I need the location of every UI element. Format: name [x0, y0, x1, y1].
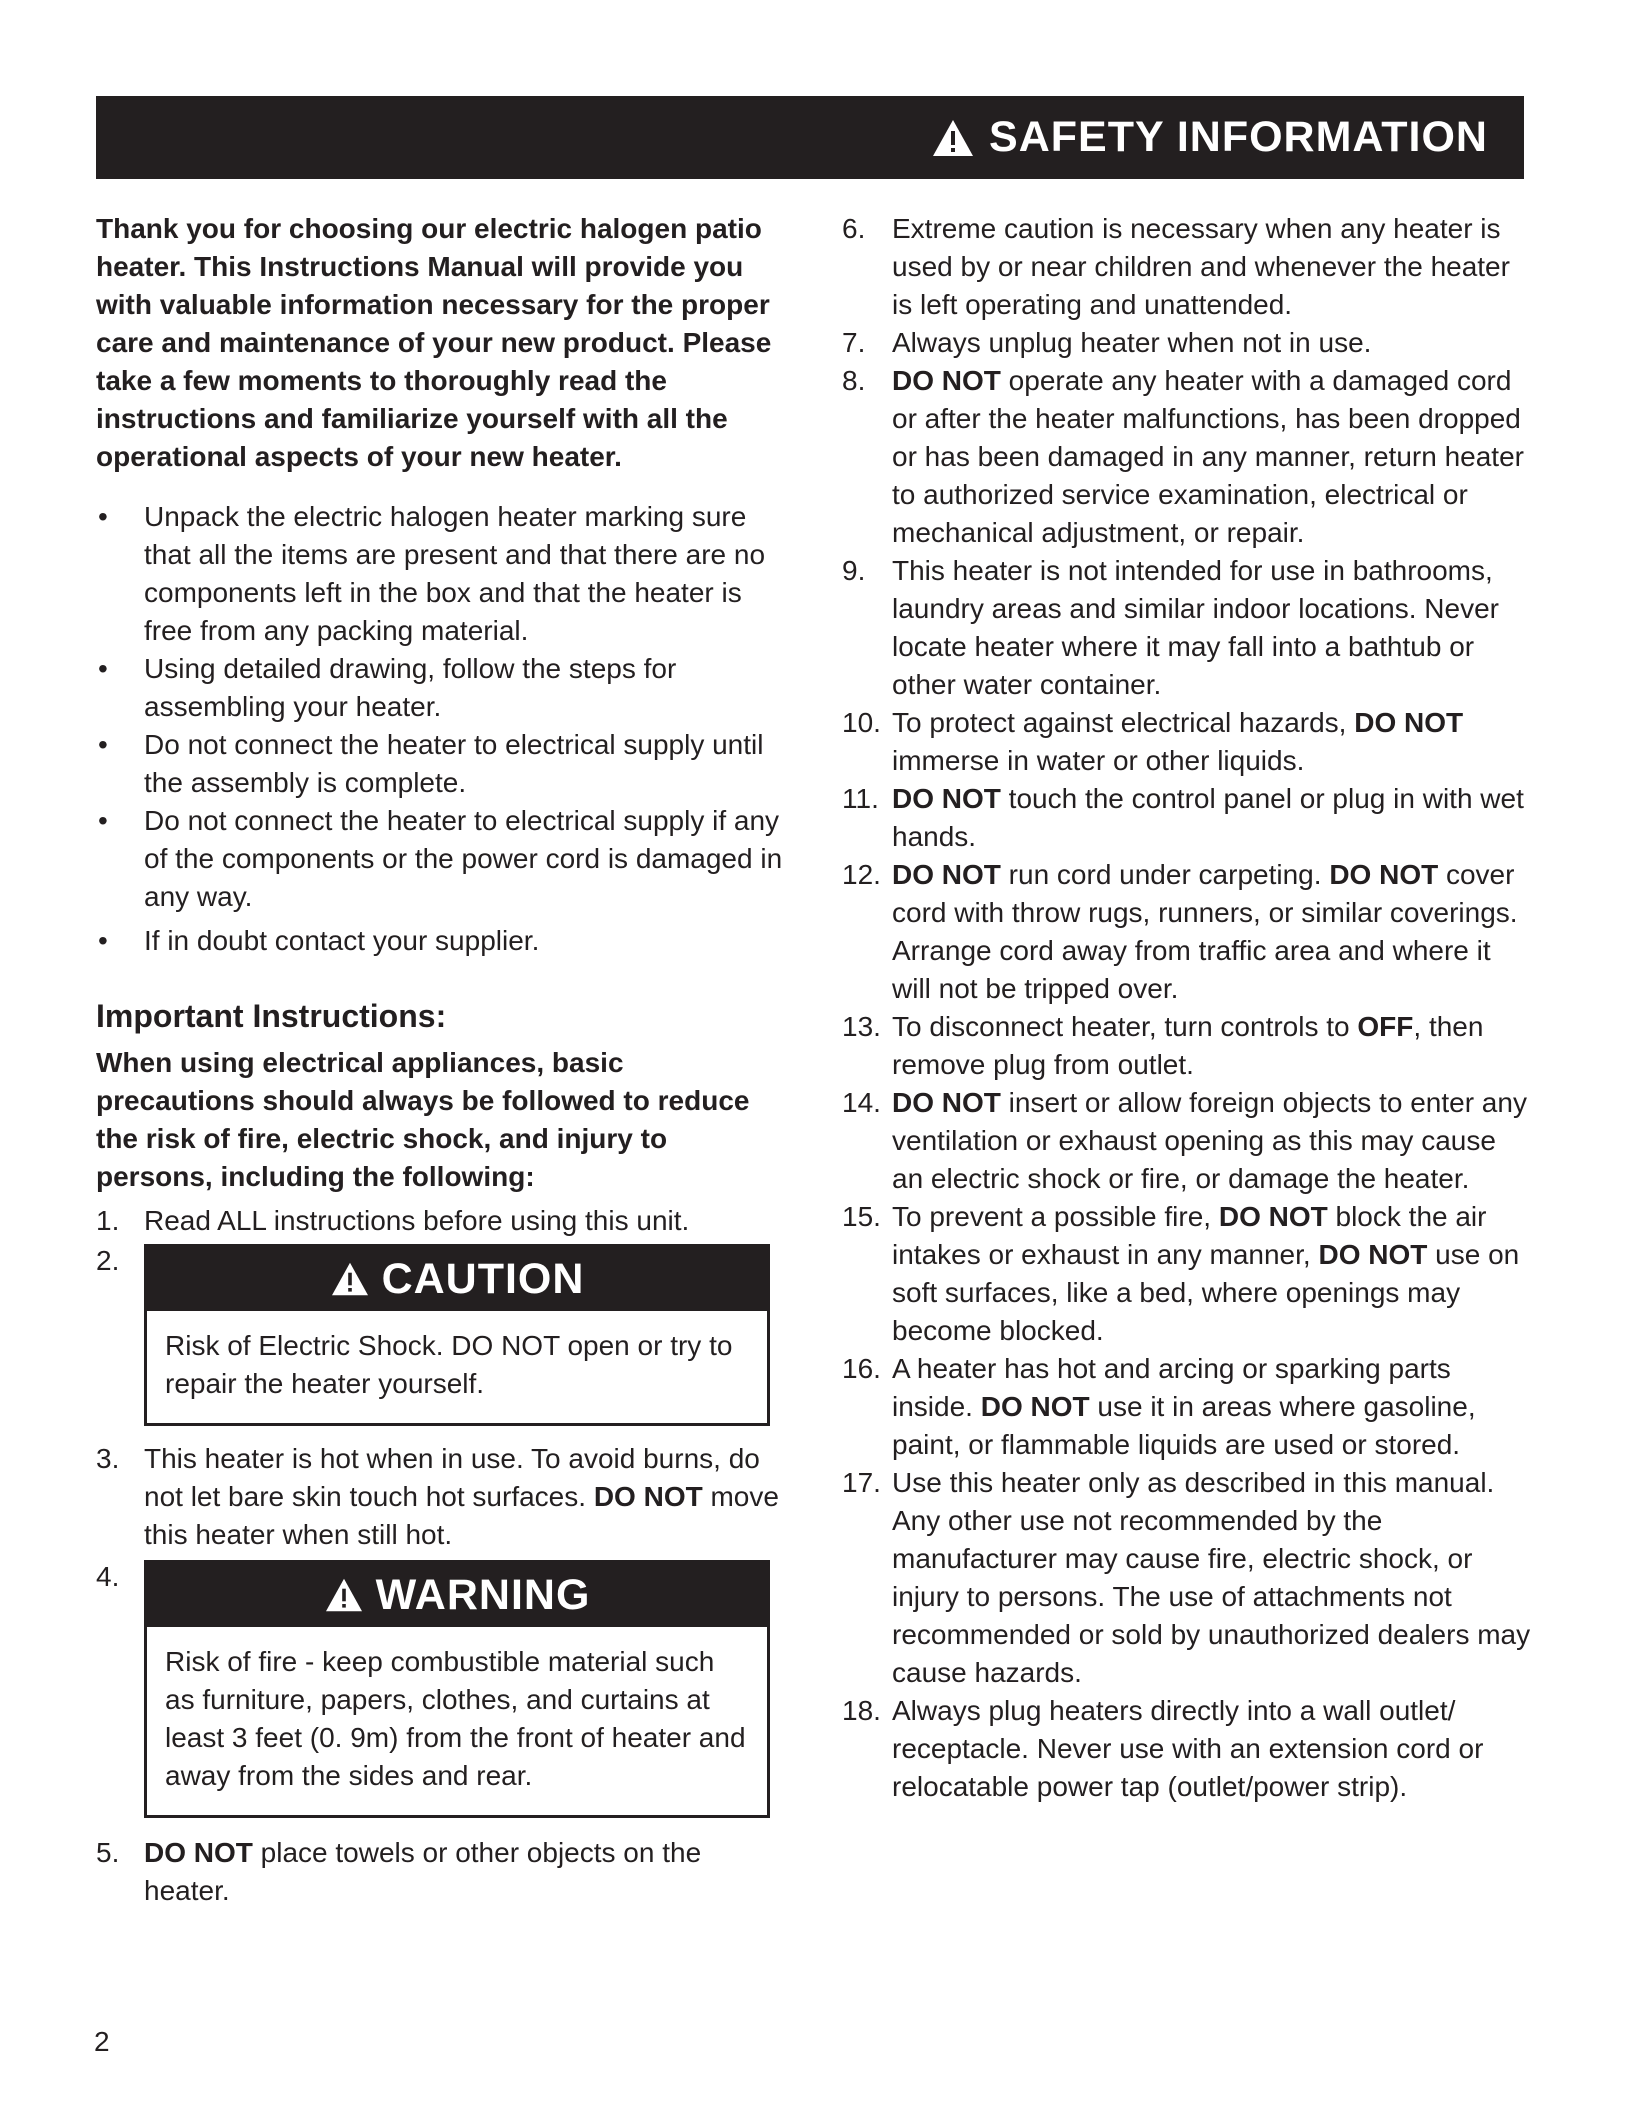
list-item — [96, 726, 786, 802]
item-text-part: insert or allow foreign objects to enter any ventilation or exhaust opening as this may cause an electric shock or fire, or damage the heater. — [892, 1087, 1527, 1194]
do-not-emphasis: DO NOT — [980, 1391, 1090, 1422]
item-text-part: To prevent a possible fire, — [892, 1201, 1219, 1232]
item-text-part: place towels or other objects on the heater. — [144, 1837, 702, 1906]
item-number: 9. — [842, 555, 866, 586]
item-number: 3. — [96, 1443, 120, 1474]
item-number: 10. — [842, 707, 881, 738]
list-item — [96, 802, 786, 916]
do-not-emphasis: DO NOT — [892, 859, 1001, 890]
item-text: This heater is not intended for use in bathrooms, laundry areas and similar indoor locations. Never locate heater where it may fall into a bathtub or other water container. — [892, 555, 1499, 700]
item-text — [892, 780, 1532, 856]
item-text-part: touch the control panel or plug in with wet hands. — [892, 783, 1524, 852]
item-text — [892, 1008, 1532, 1084]
instruction-item — [842, 704, 1532, 780]
caution-label: CAUTION — [381, 1254, 585, 1303]
item-number: 1. — [96, 1205, 120, 1236]
bullet-icon: • — [98, 729, 108, 760]
item-text — [892, 362, 1532, 552]
warning-text: Risk of fire - keep combustible material such as furniture, papers, clothes, and curtains at least 3 feet (0. 9m) from the front of heater and away from the sides and rear. — [165, 1646, 746, 1791]
item-text — [144, 1440, 786, 1554]
item-text-part: use on soft surfaces, like a bed, where openings may become blocked. — [892, 1239, 1520, 1346]
do-not-emphasis: DO NOT — [892, 783, 1001, 814]
item-text — [892, 1350, 1532, 1464]
item-number: 13. — [842, 1011, 881, 1042]
item-text-part: move this heater when still hot. — [144, 1481, 779, 1550]
instruction-item — [842, 856, 1532, 1008]
item-text — [144, 1834, 786, 1910]
warning-label: WARNING — [375, 1570, 591, 1619]
bullet-icon: • — [98, 501, 108, 532]
instruction-item — [842, 1084, 1532, 1198]
item-number: 14. — [842, 1087, 881, 1118]
warning-triangle-icon — [330, 1261, 370, 1297]
item-text: Use this heater only as described in this manual. Any other use not recommended by the manufacturer may cause fire, electric shock, or injury to persons. The use of attachments not recommended or sold by unauthorized dealers may cause hazards. — [892, 1467, 1531, 1688]
instruction-item — [96, 1440, 786, 1554]
item-text-part: cover cord with throw rugs, runners, or similar coverings. Arrange cord away from traffic area and where it will not be tripped over. — [892, 859, 1518, 1004]
instruction-item — [96, 1202, 786, 1240]
item-number: 18. — [842, 1695, 881, 1726]
instruction-item — [842, 780, 1532, 856]
off-emphasis: OFF — [1357, 1011, 1414, 1042]
item-text-part: operate any heater with a damaged cord or after the heater malfunctions, has been dropped or has been damaged in any manner, return heater to authorized service examination, electrical or mechanical adjustment, or repair. — [892, 365, 1524, 548]
bullet-icon: • — [98, 805, 108, 836]
item-text-part: use it in areas where gasoline, paint, or flammable liquids are used or stored. — [892, 1391, 1476, 1460]
instruction-item — [96, 1834, 786, 1910]
bullet-text: If in doubt contact your supplier. — [144, 925, 540, 956]
bullet-text: Unpack the electric halogen heater marking sure that all the items are present and that there are no components left in the box and that the heater is free from any packing material. — [144, 501, 766, 646]
bullet-text: Using detailed drawing, follow the steps for assembling your heater. — [144, 653, 677, 722]
item-text-part: block the air intakes or exhaust in any manner, — [892, 1201, 1487, 1270]
item-text — [892, 856, 1532, 1008]
instruction-item — [842, 1198, 1532, 1350]
important-instructions-heading: Important Instructions: — [96, 998, 447, 1034]
item-number: 8. — [842, 365, 866, 396]
item-number: 17. — [842, 1467, 881, 1498]
bullet-text: Do not connect the heater to electrical supply until the assembly is complete. — [144, 729, 764, 798]
do-not-emphasis: DO NOT — [593, 1481, 703, 1512]
item-number: 16. — [842, 1353, 881, 1384]
do-not-emphasis: DO NOT — [892, 1087, 1001, 1118]
item-number: 5. — [96, 1837, 120, 1868]
item-text-part: This heater is hot when in use. To avoid burns, do not let bare skin touch hot surfaces. — [144, 1443, 760, 1512]
page-number: 2 — [94, 2026, 110, 2057]
warning-header — [147, 1563, 767, 1627]
do-not-emphasis: DO NOT — [1218, 1201, 1328, 1232]
do-not-emphasis: DO NOT — [1329, 859, 1439, 890]
instruction-item — [842, 362, 1532, 552]
item-text-part: A heater has hot and arcing or sparking parts inside. — [892, 1353, 1451, 1422]
instruction-item — [842, 552, 1532, 704]
item-number: 15. — [842, 1201, 881, 1232]
do-not-emphasis: DO NOT — [1318, 1239, 1428, 1270]
instruction-item — [842, 324, 1532, 362]
item-text: Always plug heaters directly into a wall outlet/ receptacle. Never use with an extension cord or relocatable power tap (outlet/power strip). — [892, 1695, 1484, 1802]
instruction-item — [842, 1008, 1532, 1084]
item-text: Read ALL instructions before using this unit. — [144, 1205, 690, 1236]
list-item — [96, 922, 786, 960]
caution-text: Risk of Electric Shock. DO NOT open or try to repair the heater yourself. — [165, 1330, 733, 1399]
item-text-part: run cord under carpeting. — [1000, 859, 1330, 890]
bullet-icon: • — [98, 925, 108, 956]
item-text — [892, 1198, 1532, 1350]
warning-triangle-icon — [324, 1577, 364, 1613]
item-text-part: To disconnect heater, turn controls to — [892, 1011, 1358, 1042]
bullet-icon: • — [98, 653, 108, 684]
warning-box — [144, 1560, 770, 1818]
do-not-emphasis: DO NOT — [892, 365, 1001, 396]
important-instructions-lead: When using electrical appliances, basic precautions should always be followed to reduce the risk of fire, electric shock, and injury to persons, including the following: — [96, 1047, 750, 1192]
warning-triangle-icon — [931, 118, 975, 158]
item-number: 12. — [842, 859, 881, 890]
item-number: 4. — [96, 1561, 120, 1592]
list-item — [96, 498, 786, 650]
bullet-list — [96, 498, 786, 960]
bullet-text: Do not connect the heater to electrical supply if any of the components or the power cord is damaged in any way. — [144, 805, 783, 912]
intro-paragraph: Thank you for choosing our electric halogen patio heater. This Instructions Manual will provide you with valuable information necessary for the proper care and maintenance of your new product. Please take a few moments to thoroughly read the instructions and familiarize yourself with all the operational aspects of your new heater. — [96, 213, 772, 472]
item-number: 2. — [96, 1245, 120, 1276]
instruction-item — [842, 1350, 1532, 1464]
right-column — [842, 210, 1532, 1806]
instruction-item — [842, 1464, 1532, 1692]
caution-header — [147, 1247, 767, 1311]
instruction-item — [842, 210, 1532, 324]
left-column — [96, 210, 786, 1910]
item-text-part: To protect against electrical hazards, — [892, 707, 1355, 738]
item-text: Extreme caution is necessary when any heater is used by or near children and whenever the heater is left operating and unattended. — [892, 213, 1510, 320]
item-number: 11. — [842, 783, 879, 814]
list-item — [96, 650, 786, 726]
section-title-text: SAFETY INFORMATION — [989, 113, 1488, 161]
item-text — [892, 1084, 1532, 1198]
caution-box — [144, 1244, 770, 1426]
item-text-part: , then remove plug from outlet. — [892, 1011, 1484, 1080]
item-text-part: immerse in water or other liquids. — [892, 745, 1305, 776]
item-number: 7. — [842, 327, 866, 358]
section-header-bar — [96, 96, 1524, 179]
item-text: Always unplug heater when not in use. — [892, 327, 1372, 358]
item-text — [892, 704, 1532, 780]
instruction-item — [842, 1692, 1532, 1806]
do-not-emphasis: DO NOT — [144, 1837, 253, 1868]
section-title — [931, 113, 1488, 162]
do-not-emphasis: DO NOT — [1354, 707, 1464, 738]
item-number: 6. — [842, 213, 866, 244]
